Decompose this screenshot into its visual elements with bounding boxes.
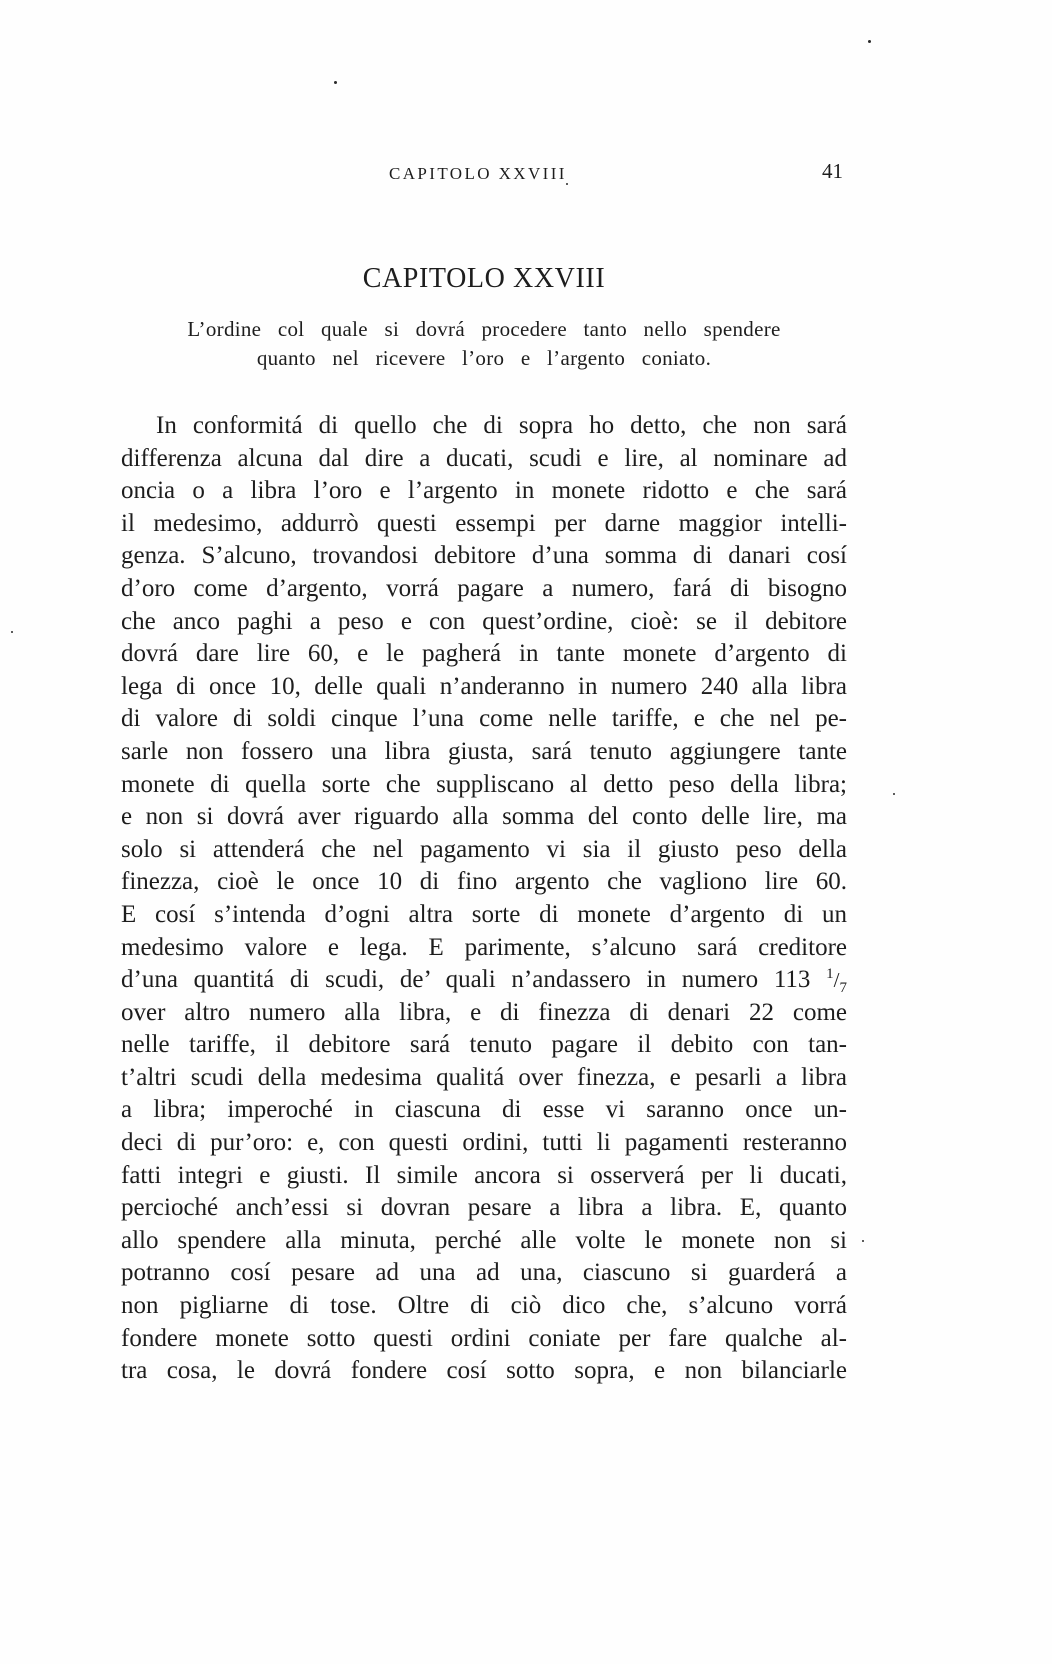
body-line: In conformitá di quello che di sopra ho detto, che non sará (156, 412, 847, 439)
body-line: e non si dovrá aver riguardo alla somma del conto delle lire, ma (121, 803, 847, 831)
body-line: genza. S’alcuno, trovandosi debitore d’una somma di danari cosí (121, 542, 847, 570)
subtitle-line: L’ordine col quale si dovrá procedere tanto nello spendere (187, 317, 781, 341)
chapter-subtitle (121, 315, 847, 373)
body-line: tra cosa, le dovrá fondere cosí sotto sopra, e non bilanciarle (121, 1357, 847, 1385)
body-line: E cosí s’intenda d’ogni altra sorte di monete d’argento di un (121, 900, 847, 928)
body-line: che anco paghi a peso e con quest’ordine, cioè: se il debitore (121, 607, 847, 635)
body-line: lega di once 10, delle quali n’anderanno in numero 240 alla libra (121, 672, 847, 700)
body-line: sarle non fossero una libra giusta, sará tenuto aggiungere tante (121, 737, 847, 765)
body-line: il medesimo, addurrò questi essempi per darne maggior intelli- (121, 509, 847, 537)
subtitle-line: quanto nel ricevere l’oro e l’argento coniato. (256, 346, 712, 370)
body-line: deci di pur’oro: e, con questi ordini, tutti li pagamenti resteranno (121, 1129, 847, 1157)
scan-speck (11, 631, 13, 633)
fraction-denominator: 7 (839, 980, 847, 997)
body-text (121, 410, 847, 1388)
body-line: nelle tariffe, il debitore sará tenuto pagare il debito con tan- (121, 1031, 847, 1059)
body-line: potranno cosí pesare ad una ad una, ciascuno si guarderá a (121, 1259, 847, 1287)
body-line: d’oro come d’argento, vorrá pagare a numero, fará di bisogno (121, 574, 847, 602)
scan-speck (334, 81, 337, 84)
body-line: over altro numero alla libra, e di finezza di denari 22 come (121, 998, 847, 1026)
body-line: dovrá dare lire 60, e le pagherá in tante monete d’argento di (121, 640, 847, 668)
fraction-slash: / (833, 968, 840, 993)
body-line: percioché anch’essi si dovran pesare a libra a libra. E, quanto (121, 1194, 847, 1222)
scan-speck (868, 40, 871, 43)
chapter-title: CAPITOLO XXVIII (362, 263, 606, 294)
body-line: solo si attenderá che nel pagamento vi sia il giusto peso della (121, 835, 847, 863)
body-line: finezza, cioè le once 10 di fino argento che vagliono lire 60. (121, 868, 847, 896)
body-line: allo spendere alla minuta, perché alle volte le monete non si (121, 1226, 847, 1254)
body-line: non pigliarne di tose. Oltre di ciò dico che, s’alcuno vorrá (121, 1292, 847, 1320)
body-line: differenza alcuna dal dire a ducati, scudi e lire, al nominare ad (121, 444, 847, 472)
body-line: t’altri scudi della medesima qualitá over finezza, e pesarli a libra (121, 1063, 847, 1091)
body-line: di valore di soldi cinque l’una come nelle tariffe, e che nel pe- (121, 705, 847, 733)
body-line: fatti integri e giusti. Il simile ancora si osserverá per li ducati, (121, 1161, 847, 1189)
scan-speck (893, 793, 895, 795)
body-line: monete di quella sorte che suppliscano al detto peso della libra; (121, 770, 847, 798)
scan-speck (862, 1240, 864, 1242)
body-line: oncia o a libra l’oro e l’argento in monete ridotto e che sará (121, 477, 847, 505)
running-head: CAPITOLO XXVIII (389, 164, 567, 183)
fraction (826, 966, 847, 997)
body-line: fondere monete sotto questi ordini coniate per fare qualche al- (121, 1324, 847, 1352)
body-line-text: d’una quantitá di scudi, de’ quali n’andassero in numero 113 (121, 966, 811, 994)
body-line: a libra; imperoché in ciascuna di esse vi saranno once un- (121, 1096, 847, 1124)
fraction-numerator: 1 (826, 966, 834, 983)
body-line (121, 964, 847, 997)
body-line: medesimo valore e lega. E parimente, s’alcuno sará creditore (121, 933, 847, 961)
page-number: 41 (822, 159, 843, 183)
